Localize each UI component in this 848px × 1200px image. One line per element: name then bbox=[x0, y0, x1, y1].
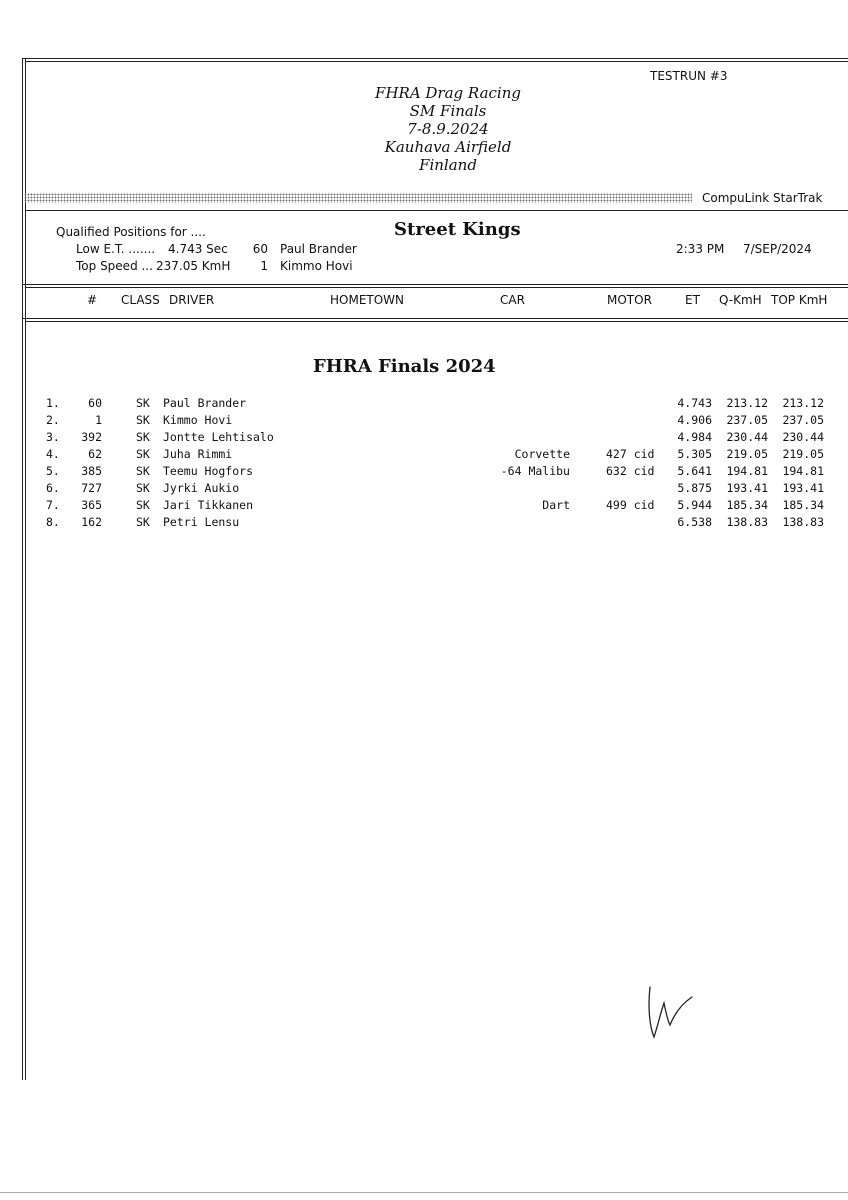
cell-class: SK bbox=[136, 515, 150, 529]
class-title: Street Kings bbox=[394, 219, 521, 240]
cell-driver: Jyrki Aukio bbox=[163, 481, 240, 495]
signature bbox=[640, 975, 710, 1045]
cell-topkmh: 185.34 bbox=[782, 498, 824, 512]
section-title: FHRA Finals 2024 bbox=[313, 356, 496, 377]
cell-pos: 4. bbox=[46, 447, 60, 461]
table-row bbox=[0, 396, 848, 413]
cell-qkmh: 237.05 bbox=[726, 413, 768, 427]
cell-et: 5.641 bbox=[677, 464, 712, 478]
top-border bbox=[22, 58, 848, 59]
header-rule-top-1 bbox=[22, 284, 848, 285]
cell-driver: Jontte Lehtisalo bbox=[163, 430, 274, 444]
top-speed-value: 237.05 KmH bbox=[156, 259, 231, 273]
system-label: CompuLink StarTrak bbox=[702, 191, 823, 205]
cell-class: SK bbox=[136, 464, 150, 478]
cell-et: 4.743 bbox=[677, 396, 712, 410]
cell-motor: 499 cid bbox=[606, 498, 655, 512]
cell-class: SK bbox=[136, 481, 150, 495]
table-row bbox=[0, 430, 848, 447]
col-header-car: CAR bbox=[500, 293, 525, 307]
event-line: Finland bbox=[419, 156, 477, 174]
low-et-driver: Paul Brander bbox=[280, 242, 357, 256]
event-line: SM Finals bbox=[409, 102, 487, 120]
system-underline bbox=[25, 210, 848, 211]
cell-et: 4.984 bbox=[677, 430, 712, 444]
cell-number: 365 bbox=[81, 498, 102, 512]
cell-car: -64 Malibu bbox=[500, 464, 570, 478]
table-row bbox=[0, 481, 848, 498]
cell-driver: Kimmo Hovi bbox=[163, 413, 233, 427]
cell-et: 6.538 bbox=[677, 515, 712, 529]
report-date: 7/SEP/2024 bbox=[743, 242, 812, 256]
cell-driver: Jari Tikkanen bbox=[163, 498, 254, 512]
col-header-et: ET bbox=[685, 293, 700, 307]
col-header-driver: DRIVER bbox=[169, 293, 215, 307]
top-speed-driver: Kimmo Hovi bbox=[280, 259, 353, 273]
cell-car: Dart bbox=[542, 498, 570, 512]
cell-class: SK bbox=[136, 396, 150, 410]
col-header-motor: MOTOR bbox=[607, 293, 652, 307]
top-border-2 bbox=[25, 61, 848, 62]
cell-class: SK bbox=[136, 413, 150, 427]
top-speed-number: 1 bbox=[260, 259, 268, 273]
cell-qkmh: 194.81 bbox=[726, 464, 768, 478]
report-time: 2:33 PM bbox=[676, 242, 725, 256]
cell-pos: 7. bbox=[46, 498, 60, 512]
table-row bbox=[0, 515, 848, 532]
col-header-qkmh: Q-KmH bbox=[719, 293, 762, 307]
cell-qkmh: 138.83 bbox=[726, 515, 768, 529]
header-rule-top-2 bbox=[25, 287, 848, 288]
col-header-class: CLASS bbox=[121, 293, 160, 307]
cell-qkmh: 230.44 bbox=[726, 430, 768, 444]
cell-class: SK bbox=[136, 430, 150, 444]
cell-qkmh: 193.41 bbox=[726, 481, 768, 495]
cell-driver: Paul Brander bbox=[163, 396, 247, 410]
cell-driver: Teemu Hogfors bbox=[163, 464, 254, 478]
low-et-value: 4.743 Sec bbox=[168, 242, 228, 256]
cell-number: 60 bbox=[88, 396, 102, 410]
cell-number: 392 bbox=[81, 430, 102, 444]
page-bottom-rule bbox=[0, 1192, 848, 1193]
col-header-topkmh: TOP KmH bbox=[771, 293, 828, 307]
table-row bbox=[0, 464, 848, 481]
table-row bbox=[0, 447, 848, 464]
event-title bbox=[348, 84, 548, 174]
cell-pos: 8. bbox=[46, 515, 60, 529]
qualified-heading: Qualified Positions for .... bbox=[56, 225, 206, 239]
cell-qkmh: 213.12 bbox=[726, 396, 768, 410]
cell-topkmh: 237.05 bbox=[782, 413, 824, 427]
header-rule-bottom-2 bbox=[25, 321, 848, 322]
cell-motor: 632 cid bbox=[606, 464, 655, 478]
cell-et: 5.875 bbox=[677, 481, 712, 495]
event-line: Kauhava Airfield bbox=[384, 138, 512, 156]
event-line: 7-8.9.2024 bbox=[407, 120, 489, 138]
cell-car: Corvette bbox=[514, 447, 570, 461]
cell-topkmh: 219.05 bbox=[782, 447, 824, 461]
col-header-hometown: HOMETOWN bbox=[330, 293, 405, 307]
event-line: FHRA Drag Racing bbox=[375, 84, 521, 102]
cell-et: 5.944 bbox=[677, 498, 712, 512]
table-row bbox=[0, 413, 848, 430]
cell-number: 162 bbox=[81, 515, 102, 529]
left-border-outer bbox=[22, 58, 23, 1080]
cell-topkmh: 138.83 bbox=[782, 515, 824, 529]
cell-qkmh: 185.34 bbox=[726, 498, 768, 512]
low-et-label: Low E.T. ....... bbox=[76, 242, 156, 256]
cell-pos: 1. bbox=[46, 396, 60, 410]
cell-qkmh: 219.05 bbox=[726, 447, 768, 461]
col-header-num: # bbox=[86, 293, 98, 307]
testrun-label: TESTRUN #3 bbox=[650, 69, 728, 83]
header-rule-bottom-1 bbox=[22, 318, 848, 319]
cell-driver: Petri Lensu bbox=[163, 515, 240, 529]
cell-et: 4.906 bbox=[677, 413, 712, 427]
cell-pos: 5. bbox=[46, 464, 60, 478]
cell-number: 385 bbox=[81, 464, 102, 478]
low-et-number: 60 bbox=[252, 242, 268, 256]
cell-number: 62 bbox=[88, 447, 102, 461]
left-border-inner bbox=[25, 58, 26, 1080]
cell-et: 5.305 bbox=[677, 447, 712, 461]
cell-number: 1 bbox=[95, 413, 102, 427]
cell-topkmh: 194.81 bbox=[782, 464, 824, 478]
results-table bbox=[0, 396, 848, 536]
dotted-separator bbox=[24, 193, 692, 203]
cell-topkmh: 193.41 bbox=[782, 481, 824, 495]
cell-topkmh: 213.12 bbox=[782, 396, 824, 410]
cell-pos: 2. bbox=[46, 413, 60, 427]
top-speed-label: Top Speed ... bbox=[76, 259, 153, 273]
cell-motor: 427 cid bbox=[606, 447, 655, 461]
cell-topkmh: 230.44 bbox=[782, 430, 824, 444]
cell-pos: 6. bbox=[46, 481, 60, 495]
cell-class: SK bbox=[136, 447, 150, 461]
cell-driver: Juha Rimmi bbox=[163, 447, 233, 461]
cell-pos: 3. bbox=[46, 430, 60, 444]
cell-class: SK bbox=[136, 498, 150, 512]
table-row bbox=[0, 498, 848, 515]
cell-number: 727 bbox=[81, 481, 102, 495]
